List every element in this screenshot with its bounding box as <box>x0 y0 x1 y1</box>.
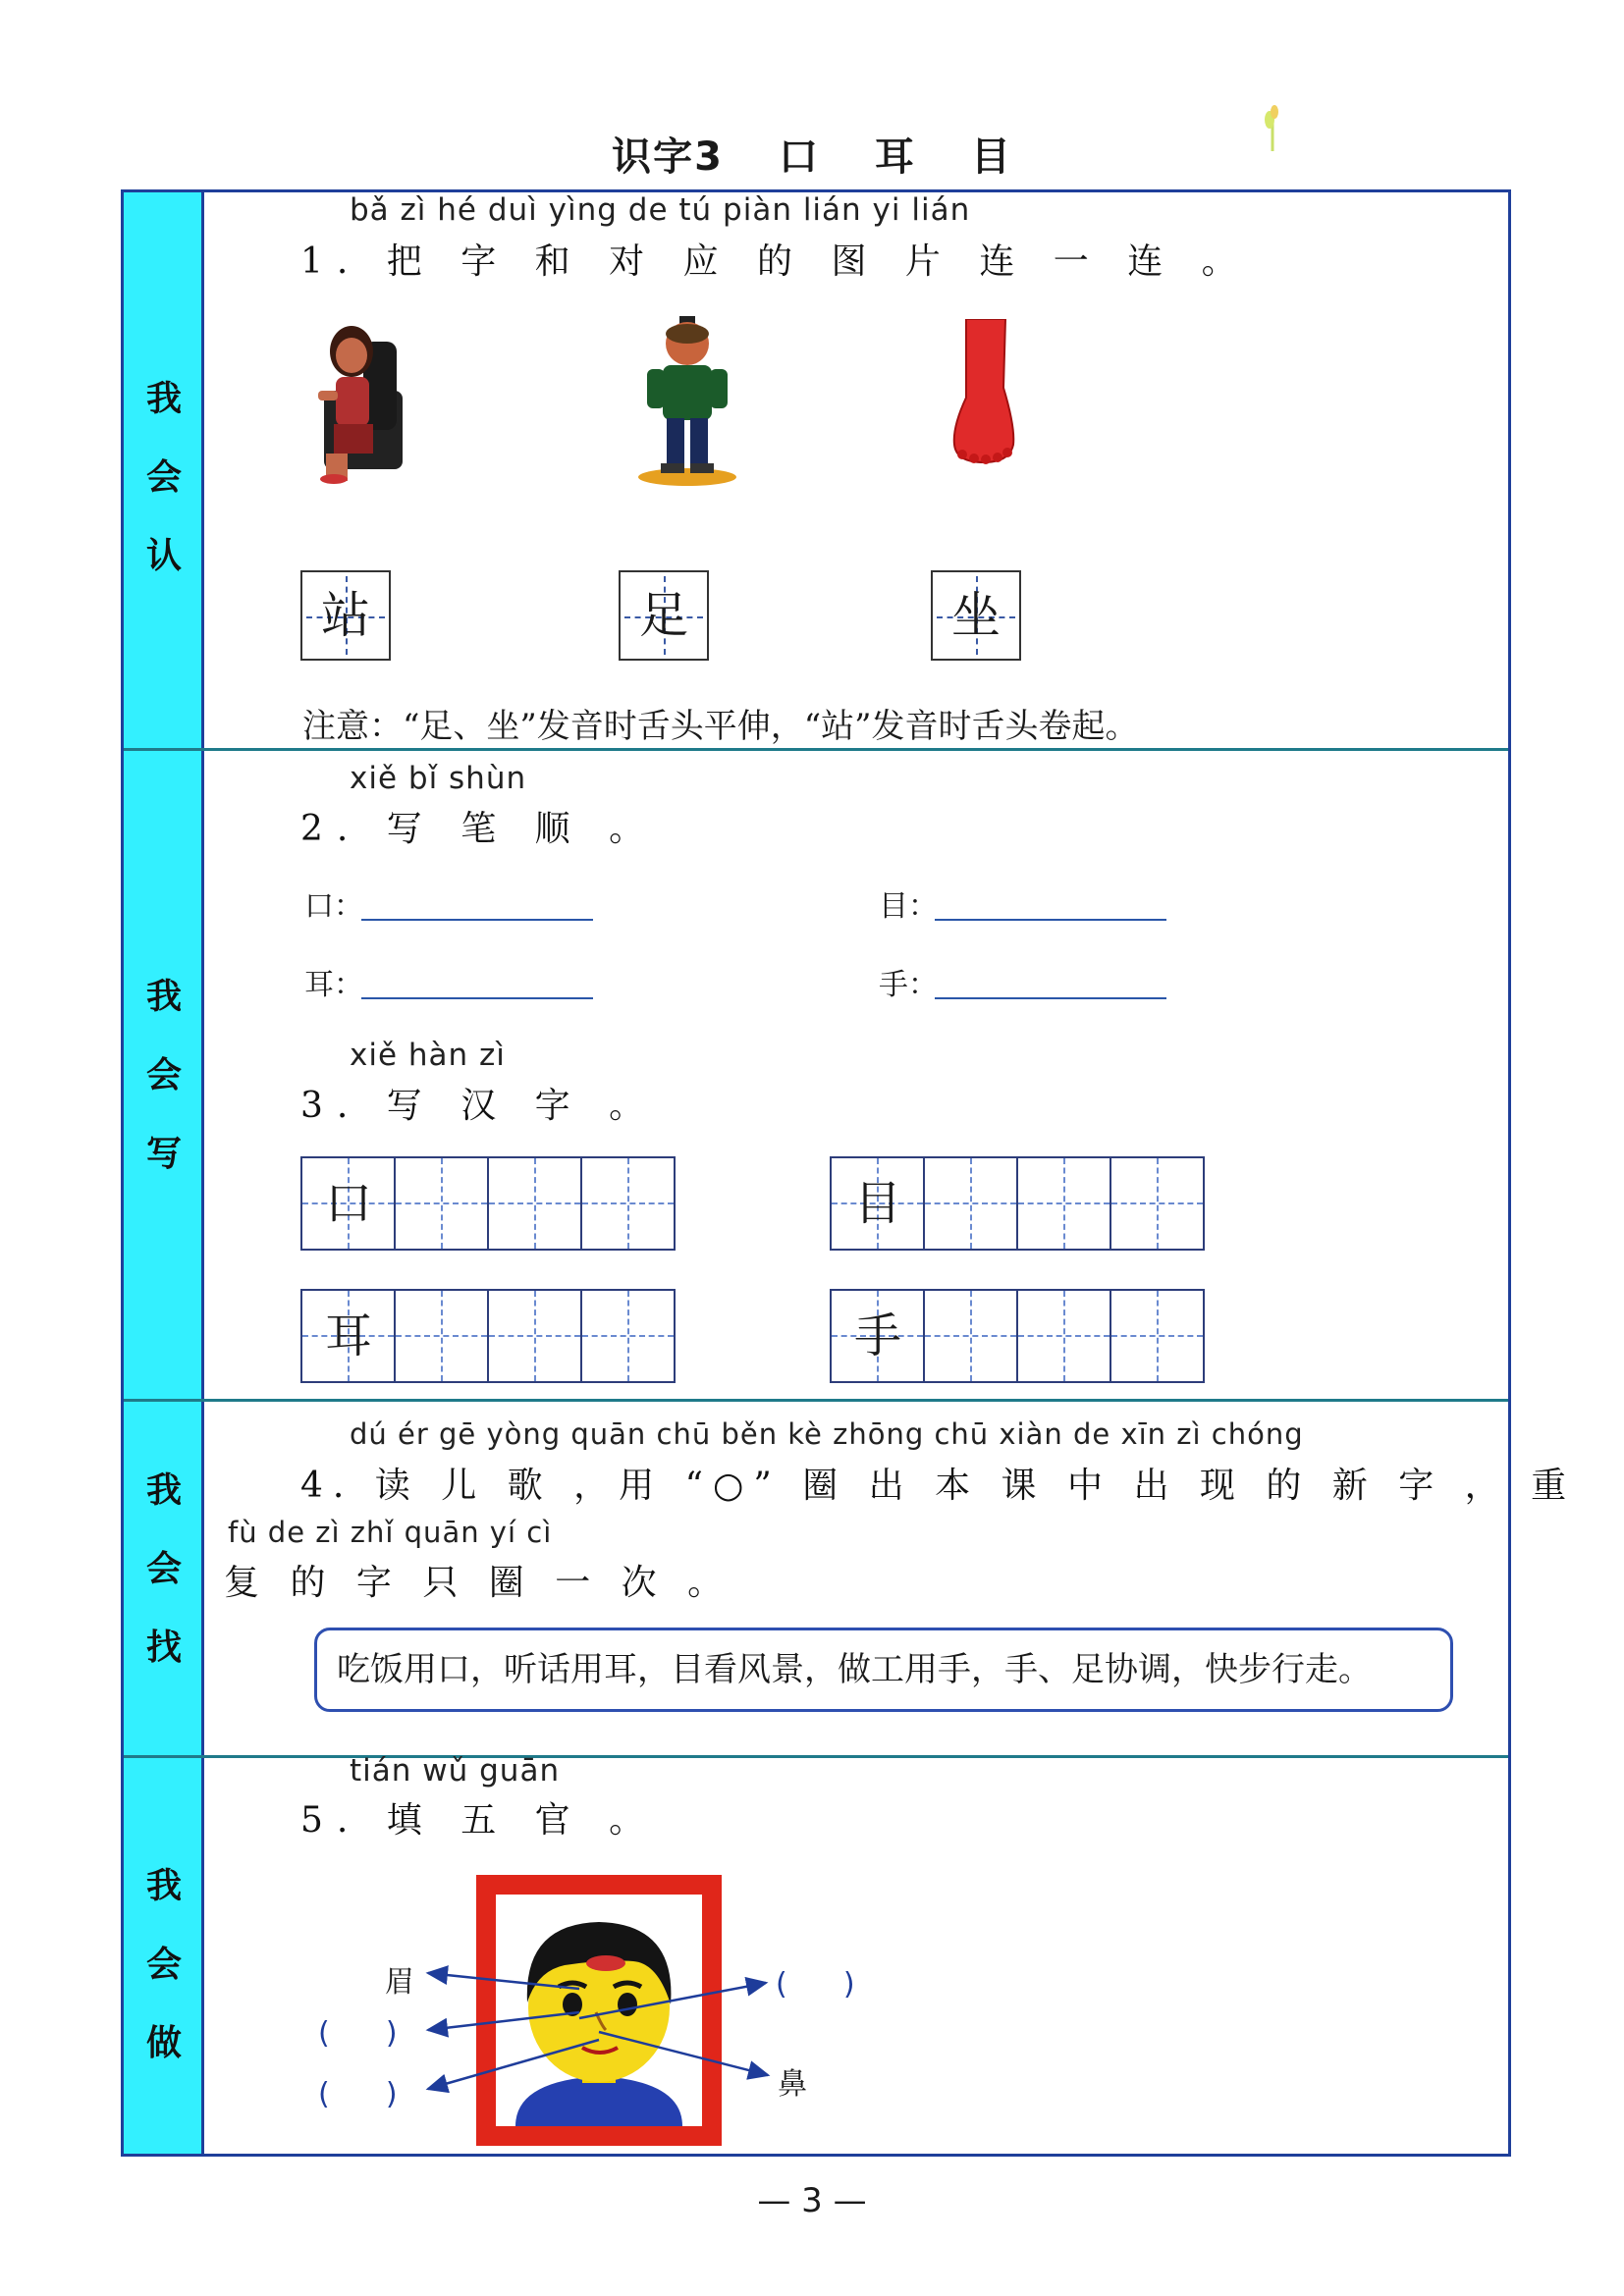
grid-cell[interactable] <box>1111 1291 1203 1381</box>
grid-cell[interactable] <box>489 1158 582 1249</box>
grid-cell[interactable] <box>1018 1158 1111 1249</box>
grid-cell[interactable] <box>582 1158 674 1249</box>
grid-cell[interactable] <box>489 1291 582 1381</box>
side-label-char: 我 <box>145 378 182 419</box>
grid-char-mu: 目 <box>853 1176 901 1231</box>
stroke-input-shou[interactable] <box>935 962 1166 999</box>
side-label-char: 会 <box>145 1548 182 1589</box>
stroke-label-er: 耳： <box>304 968 363 1002</box>
grid-char-shou: 手 <box>853 1308 901 1363</box>
title-char-2: 耳 <box>874 134 916 180</box>
char-box-zuo[interactable] <box>931 570 1021 661</box>
stroke-input-kou[interactable] <box>361 883 593 921</box>
side-label-char: 做 <box>145 2022 182 2063</box>
writing-grid-shou[interactable] <box>830 1289 1205 1383</box>
writing-grid-mu[interactable] <box>830 1156 1205 1251</box>
grid-cell[interactable] <box>1018 1291 1111 1381</box>
stroke-input-er[interactable] <box>361 962 593 999</box>
q4-pinyin-line2: fù de zì zhǐ quān yí cì <box>228 1516 553 1549</box>
side-label-char: 找 <box>145 1627 182 1668</box>
q2-question: 2. 写 笔 顺 。 <box>300 809 659 849</box>
sprout-icon <box>1265 102 1280 151</box>
blank-eye[interactable]: ( ) <box>318 2016 398 2051</box>
side-label-char: 我 <box>145 1469 182 1511</box>
section-divider <box>124 1755 1508 1758</box>
side-label-char: 写 <box>145 1133 182 1174</box>
side-bar-write <box>124 751 204 1399</box>
char-box-zu[interactable] <box>619 570 709 661</box>
standing-boy-image <box>633 314 741 487</box>
side-label-char: 会 <box>145 1054 182 1095</box>
side-label-char: 我 <box>145 976 182 1017</box>
q1-note: 注意：“足、坐”发音时舌头平伸，“站”发音时舌头卷起。 <box>302 707 1139 746</box>
q4-question-line2: 复 的 字 只 圈 一 次 。 <box>224 1563 733 1603</box>
grid-cell[interactable] <box>925 1291 1018 1381</box>
char-zu: 足 <box>639 587 688 644</box>
side-label-char: 认 <box>145 535 182 576</box>
q2-pinyin: xiě bǐ shùn <box>350 761 527 796</box>
title-char-1: 口 <box>778 134 820 180</box>
section-divider <box>124 1399 1508 1402</box>
grid-cell[interactable] <box>582 1291 674 1381</box>
side-bar-find <box>124 1402 204 1755</box>
grid-cell[interactable] <box>925 1158 1018 1249</box>
grid-cell[interactable] <box>1111 1158 1203 1249</box>
grid-cell[interactable] <box>396 1291 489 1381</box>
page-number: — 3 — <box>757 2181 867 2220</box>
label-nose: 鼻 <box>778 2067 807 2102</box>
side-label-char: 我 <box>145 1865 182 1906</box>
grid-char-kou: 口 <box>324 1176 372 1231</box>
writing-grid-er[interactable] <box>300 1289 676 1383</box>
stroke-label-kou: 口： <box>304 889 363 924</box>
title-char-3: 目 <box>970 134 1012 180</box>
page-title <box>0 126 1624 182</box>
grid-cell[interactable] <box>396 1158 489 1249</box>
blank-mouth[interactable]: ( ) <box>318 2077 398 2111</box>
stroke-input-mu[interactable] <box>935 883 1166 921</box>
q5-pinyin: tián wǔ guān <box>350 1753 561 1789</box>
side-label-char: 会 <box>145 456 182 498</box>
section-divider <box>124 748 1508 751</box>
char-zuo: 坐 <box>951 587 1001 644</box>
writing-grid-kou[interactable] <box>300 1156 676 1251</box>
grid-char-er: 耳 <box>324 1308 372 1363</box>
label-brow: 眉 <box>385 1965 414 2000</box>
char-box-zhan[interactable] <box>300 570 391 661</box>
q1-pinyin: bǎ zì hé duì yìng de tú piàn lián yi lián <box>350 192 971 228</box>
q3-question: 3. 写 汉 字 。 <box>300 1086 659 1126</box>
q1-question: 1. 把 字 和 对 应 的 图 片 连 一 连 。 <box>300 241 1251 282</box>
blank-ear[interactable]: ( ) <box>776 1967 855 2002</box>
red-foot-image <box>945 319 1023 466</box>
side-bar-recognize <box>124 192 204 748</box>
stroke-label-shou: 手： <box>879 968 938 1002</box>
side-bar-do <box>124 1758 204 2154</box>
q5-question: 5. 填 五 官 。 <box>300 1800 659 1841</box>
face-arrows <box>412 1953 785 2110</box>
lesson-label: 识字3 <box>612 134 725 180</box>
char-zhan: 站 <box>321 587 370 644</box>
stroke-label-mu: 目： <box>879 889 938 924</box>
q4-pinyin-line1: dú ér gē yòng quān chū běn kè zhōng chū xiàn de xīn zì chóng <box>350 1417 1304 1451</box>
sitting-girl-image <box>304 322 412 485</box>
side-label-char: 会 <box>145 1944 182 1985</box>
q4-question-line1: 4. 读 儿 歌 ，用 “○” 圈 出 本 课 中 出 现 的 新 字 ， 重 <box>300 1466 1577 1506</box>
rhyme-box[interactable]: 吃饭用口，听话用耳，目看风景，做工用手，手、足协调，快步行走。 <box>314 1628 1453 1712</box>
q3-pinyin: xiě hàn zì <box>350 1038 506 1073</box>
